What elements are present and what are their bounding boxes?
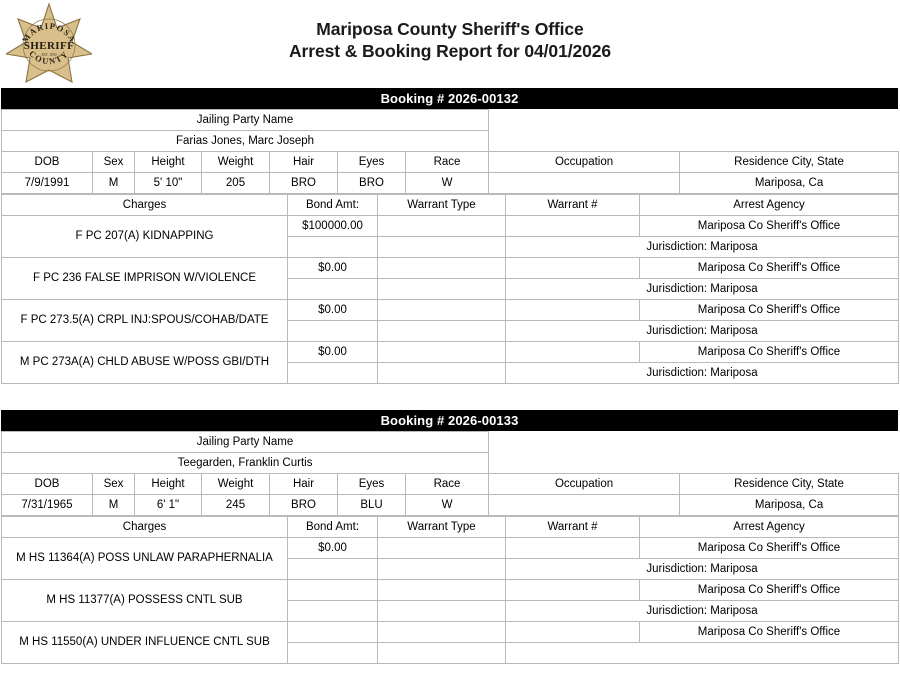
charge-warrant-number — [506, 258, 640, 279]
col-header-residence: Residence City, State — [680, 474, 899, 495]
col-header-eyes: Eyes — [338, 152, 406, 173]
jurisdiction-bond-spacer — [288, 559, 378, 580]
jailing-party-name-value: Farias Jones, Marc Joseph — [2, 131, 489, 152]
charge-arrest-agency: Mariposa Co Sheriff's Office — [640, 216, 899, 237]
booking-number-bar: Booking # 2026-00132 — [1, 88, 898, 109]
booking-detail-table — [1, 109, 899, 194]
col-header-charges: Charges — [2, 517, 288, 538]
jurisdiction-warrant-type-spacer — [378, 643, 506, 664]
charges-header-row — [2, 517, 899, 538]
jurisdiction-warrant-type-spacer — [378, 279, 506, 300]
charges-table — [1, 194, 899, 384]
height-value: 5' 10" — [135, 173, 202, 194]
dob-value: 7/9/1991 — [2, 173, 93, 194]
party-value-row — [2, 453, 899, 474]
col-header-bond-amt: Bond Amt: — [288, 517, 378, 538]
charge-jurisdiction: Jurisdiction: Mariposa — [506, 363, 899, 384]
charge-description: M HS 11364(A) POSS UNLAW PARAPHERNALIA — [2, 538, 288, 580]
col-header-hair: Hair — [270, 152, 338, 173]
charge-arrest-agency: Mariposa Co Sheriff's Office — [640, 580, 899, 601]
charge-arrest-agency: Mariposa Co Sheriff's Office — [640, 622, 899, 643]
spacer — [680, 432, 899, 453]
charge-warrant-type — [378, 538, 506, 559]
charge-jurisdiction: Jurisdiction: Mariposa — [506, 559, 899, 580]
sex-value: M — [93, 495, 135, 516]
col-header-occupation: Occupation — [489, 152, 680, 173]
spacer — [680, 110, 899, 131]
charge-description: M PC 273A(A) CHLD ABUSE W/POSS GBI/DTH — [2, 342, 288, 384]
charge-jurisdiction: Jurisdiction: Mariposa — [506, 279, 899, 300]
charge-bond-amount: $0.00 — [288, 258, 378, 279]
charge-warrant-number — [506, 622, 640, 643]
residence-value: Mariposa, Ca — [680, 495, 899, 516]
booking-number-bar: Booking # 2026-00133 — [1, 410, 898, 431]
charge-arrest-agency: Mariposa Co Sheriff's Office — [640, 538, 899, 559]
charge-description: F PC 236 FALSE IMPRISON W/VIOLENCE — [2, 258, 288, 300]
charges-body — [2, 538, 899, 664]
charge-bond-amount — [288, 580, 378, 601]
col-header-weight: Weight — [202, 474, 270, 495]
weight-value: 205 — [202, 173, 270, 194]
eyes-value: BLU — [338, 495, 406, 516]
charges-table — [1, 516, 899, 664]
col-header-dob: DOB — [2, 474, 93, 495]
charge-bond-amount: $0.00 — [288, 300, 378, 321]
charge-jurisdiction: Jurisdiction: Mariposa — [506, 237, 899, 258]
col-header-weight: Weight — [202, 152, 270, 173]
charge-description: M HS 11377(A) POSSESS CNTL SUB — [2, 580, 288, 622]
charge-warrant-type — [378, 216, 506, 237]
col-header-warrant-number: Warrant # — [506, 517, 640, 538]
charge-warrant-type — [378, 622, 506, 643]
col-header-occupation: Occupation — [489, 474, 680, 495]
charge-arrest-agency: Mariposa Co Sheriff's Office — [640, 258, 899, 279]
jurisdiction-bond-spacer — [288, 237, 378, 258]
col-header-sex: Sex — [93, 152, 135, 173]
party-header-row — [2, 432, 899, 453]
block-separator — [0, 384, 900, 410]
demographics-value-row — [2, 173, 899, 194]
jurisdiction-bond-spacer — [288, 363, 378, 384]
col-header-race: Race — [406, 152, 489, 173]
eyes-value: BRO — [338, 173, 406, 194]
charge-bond-amount: $100000.00 — [288, 216, 378, 237]
residence-value: Mariposa, Ca — [680, 173, 899, 194]
svg-text:COUNTY: COUNTY — [27, 48, 71, 67]
hair-value: BRO — [270, 173, 338, 194]
charge-row — [2, 580, 899, 601]
charge-warrant-number — [506, 580, 640, 601]
spacer — [489, 453, 680, 474]
charge-bond-amount — [288, 622, 378, 643]
demographics-header-row — [2, 474, 899, 495]
charge-row — [2, 538, 899, 559]
spacer — [680, 131, 899, 152]
jurisdiction-bond-spacer — [288, 279, 378, 300]
weight-value: 245 — [202, 495, 270, 516]
race-value: W — [406, 495, 489, 516]
col-header-warrant-number: Warrant # — [506, 195, 640, 216]
col-header-arrest-agency: Arrest Agency — [640, 195, 899, 216]
charge-description: F PC 273.5(A) CRPL INJ:SPOUS/COHAB/DATE — [2, 300, 288, 342]
report-header — [0, 0, 900, 88]
charge-warrant-number — [506, 216, 640, 237]
charge-bond-amount: $0.00 — [288, 342, 378, 363]
svg-text:EST. 1850: EST. 1850 — [41, 53, 57, 57]
sex-value: M — [93, 173, 135, 194]
report-title-line-1: Mariposa County Sheriff's Office — [316, 19, 584, 39]
booking-block — [1, 88, 898, 384]
hair-value: BRO — [270, 495, 338, 516]
race-value: W — [406, 173, 489, 194]
col-header-jailing-party-name: Jailing Party Name — [2, 432, 489, 453]
spacer — [680, 453, 899, 474]
charge-warrant-type — [378, 300, 506, 321]
occupation-value — [489, 173, 680, 194]
charge-jurisdiction — [506, 643, 899, 664]
spacer — [489, 131, 680, 152]
charge-warrant-number — [506, 300, 640, 321]
demographics-value-row — [2, 495, 899, 516]
charge-description: F PC 207(A) KIDNAPPING — [2, 216, 288, 258]
charge-arrest-agency: Mariposa Co Sheriff's Office — [640, 300, 899, 321]
charge-jurisdiction: Jurisdiction: Mariposa — [506, 321, 899, 342]
jurisdiction-bond-spacer — [288, 321, 378, 342]
jurisdiction-warrant-type-spacer — [378, 559, 506, 580]
col-header-dob: DOB — [2, 152, 93, 173]
height-value: 6' 1" — [135, 495, 202, 516]
col-header-bond-amt: Bond Amt: — [288, 195, 378, 216]
svg-text:SHERIFF: SHERIFF — [23, 40, 75, 52]
charge-description: M HS 11550(A) UNDER INFLUENCE CNTL SUB — [2, 622, 288, 664]
jurisdiction-warrant-type-spacer — [378, 237, 506, 258]
col-header-height: Height — [135, 152, 202, 173]
col-header-residence: Residence City, State — [680, 152, 899, 173]
col-header-race: Race — [406, 474, 489, 495]
booking-block — [1, 410, 898, 664]
col-header-hair: Hair — [270, 474, 338, 495]
booking-detail-table — [1, 431, 899, 516]
col-header-charges: Charges — [2, 195, 288, 216]
charge-row — [2, 258, 899, 279]
svg-text:MARIPOSA: MARIPOSA — [19, 20, 79, 45]
charge-row — [2, 622, 899, 643]
charges-body — [2, 216, 899, 384]
col-header-height: Height — [135, 474, 202, 495]
charge-warrant-number — [506, 342, 640, 363]
spacer — [489, 110, 680, 131]
report-title-line-2: Arrest & Booking Report for 04/01/2026 — [289, 41, 611, 61]
charge-jurisdiction: Jurisdiction: Mariposa — [506, 601, 899, 622]
charge-warrant-type — [378, 258, 506, 279]
charge-arrest-agency: Mariposa Co Sheriff's Office — [640, 342, 899, 363]
jurisdiction-warrant-type-spacer — [378, 321, 506, 342]
spacer — [489, 432, 680, 453]
jurisdiction-warrant-type-spacer — [378, 601, 506, 622]
jurisdiction-bond-spacer — [288, 643, 378, 664]
charge-warrant-number — [506, 538, 640, 559]
demographics-header-row — [2, 152, 899, 173]
party-header-row — [2, 110, 899, 131]
party-value-row — [2, 131, 899, 152]
col-header-eyes: Eyes — [338, 474, 406, 495]
charge-warrant-type — [378, 580, 506, 601]
col-header-arrest-agency: Arrest Agency — [640, 517, 899, 538]
charges-header-row — [2, 195, 899, 216]
occupation-value — [489, 495, 680, 516]
charge-bond-amount: $0.00 — [288, 538, 378, 559]
charge-row — [2, 342, 899, 363]
dob-value: 7/31/1965 — [2, 495, 93, 516]
jurisdiction-bond-spacer — [288, 601, 378, 622]
col-header-jailing-party-name: Jailing Party Name — [2, 110, 489, 131]
col-header-sex: Sex — [93, 474, 135, 495]
jailing-party-name-value: Teegarden, Franklin Curtis — [2, 453, 489, 474]
jurisdiction-warrant-type-spacer — [378, 363, 506, 384]
col-header-warrant-type: Warrant Type — [378, 195, 506, 216]
report-title — [0, 18, 900, 62]
charge-row — [2, 300, 899, 321]
col-header-warrant-type: Warrant Type — [378, 517, 506, 538]
charge-warrant-type — [378, 342, 506, 363]
charge-row — [2, 216, 899, 237]
